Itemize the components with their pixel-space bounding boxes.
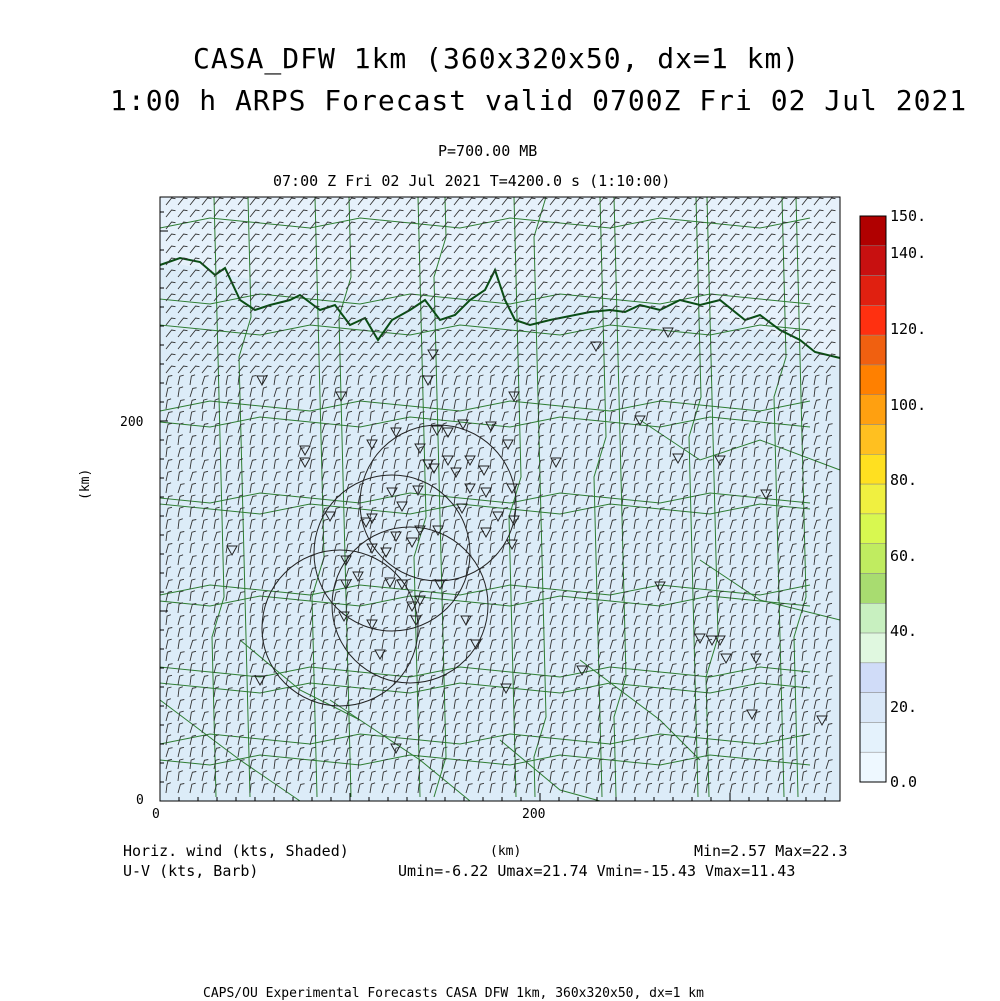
colorbar-label-80: 80.: [890, 471, 918, 489]
colorbar-label-150: 150.: [890, 207, 927, 225]
pressure-level: P=700.00 MB: [438, 142, 538, 160]
colorbar: [860, 216, 886, 782]
x-axis-label: (km): [490, 844, 522, 859]
legend-component-extremes: Umin=-6.22 Umax=21.74 Vmin=-15.43 Vmax=11.43: [398, 862, 796, 880]
valid-time: 07:00 Z Fri 02 Jul 2021 T=4200.0 s (1:10:00): [273, 172, 671, 190]
colorbar-segment: [860, 216, 886, 246]
colorbar-label-40: 40.: [890, 622, 918, 640]
legend-shaded-field: Horiz. wind (kts, Shaded): [123, 842, 349, 860]
colorbar-label-140: 140.: [890, 244, 927, 262]
colorbar-segment: [860, 722, 886, 752]
colorbar-segment: [860, 573, 886, 603]
title-line-2: 1:00 h ARPS Forecast valid 0700Z Fri 02 Jul 2021: [110, 84, 968, 117]
colorbar-segment: [860, 693, 886, 723]
x-tick-0: 0: [152, 807, 160, 822]
colorbar-segment: [860, 395, 886, 425]
title-line-1: CASA_DFW 1km (360x320x50, dx=1 km): [193, 42, 801, 75]
footer-credit: CAPS/OU Experimental Forecasts CASA DFW 1km, 360x320x50, dx=1 km: [203, 986, 704, 1001]
colorbar-segment: [860, 454, 886, 484]
colorbar-label-60: 60.: [890, 547, 918, 565]
colorbar-segment: [860, 246, 886, 276]
colorbar-label-20: 20.: [890, 698, 918, 716]
colorbar-segment: [860, 335, 886, 365]
colorbar-segment: [860, 663, 886, 693]
legend-min-max: Min=2.57 Max=22.3: [694, 842, 848, 860]
colorbar-segment: [860, 276, 886, 306]
x-tick-200: 200: [522, 807, 546, 822]
colorbar-segment: [860, 365, 886, 395]
colorbar-segment: [860, 484, 886, 514]
colorbar-segment: [860, 544, 886, 574]
colorbar-segment: [860, 514, 886, 544]
colorbar-segment: [860, 305, 886, 335]
colorbar-label-120: 120.: [890, 320, 927, 338]
colorbar-segment: [860, 752, 886, 782]
legend-barb-field: U-V (kts, Barb): [123, 862, 259, 880]
y-tick-200: 200: [120, 415, 144, 430]
colorbar-segment: [860, 633, 886, 663]
colorbar-segment: [860, 425, 886, 455]
colorbar-label-0: 0.0: [890, 773, 918, 791]
y-axis-label: (km): [78, 468, 93, 500]
colorbar-segment: [860, 603, 886, 633]
y-tick-0: 0: [136, 793, 144, 808]
colorbar-label-100: 100.: [890, 396, 927, 414]
